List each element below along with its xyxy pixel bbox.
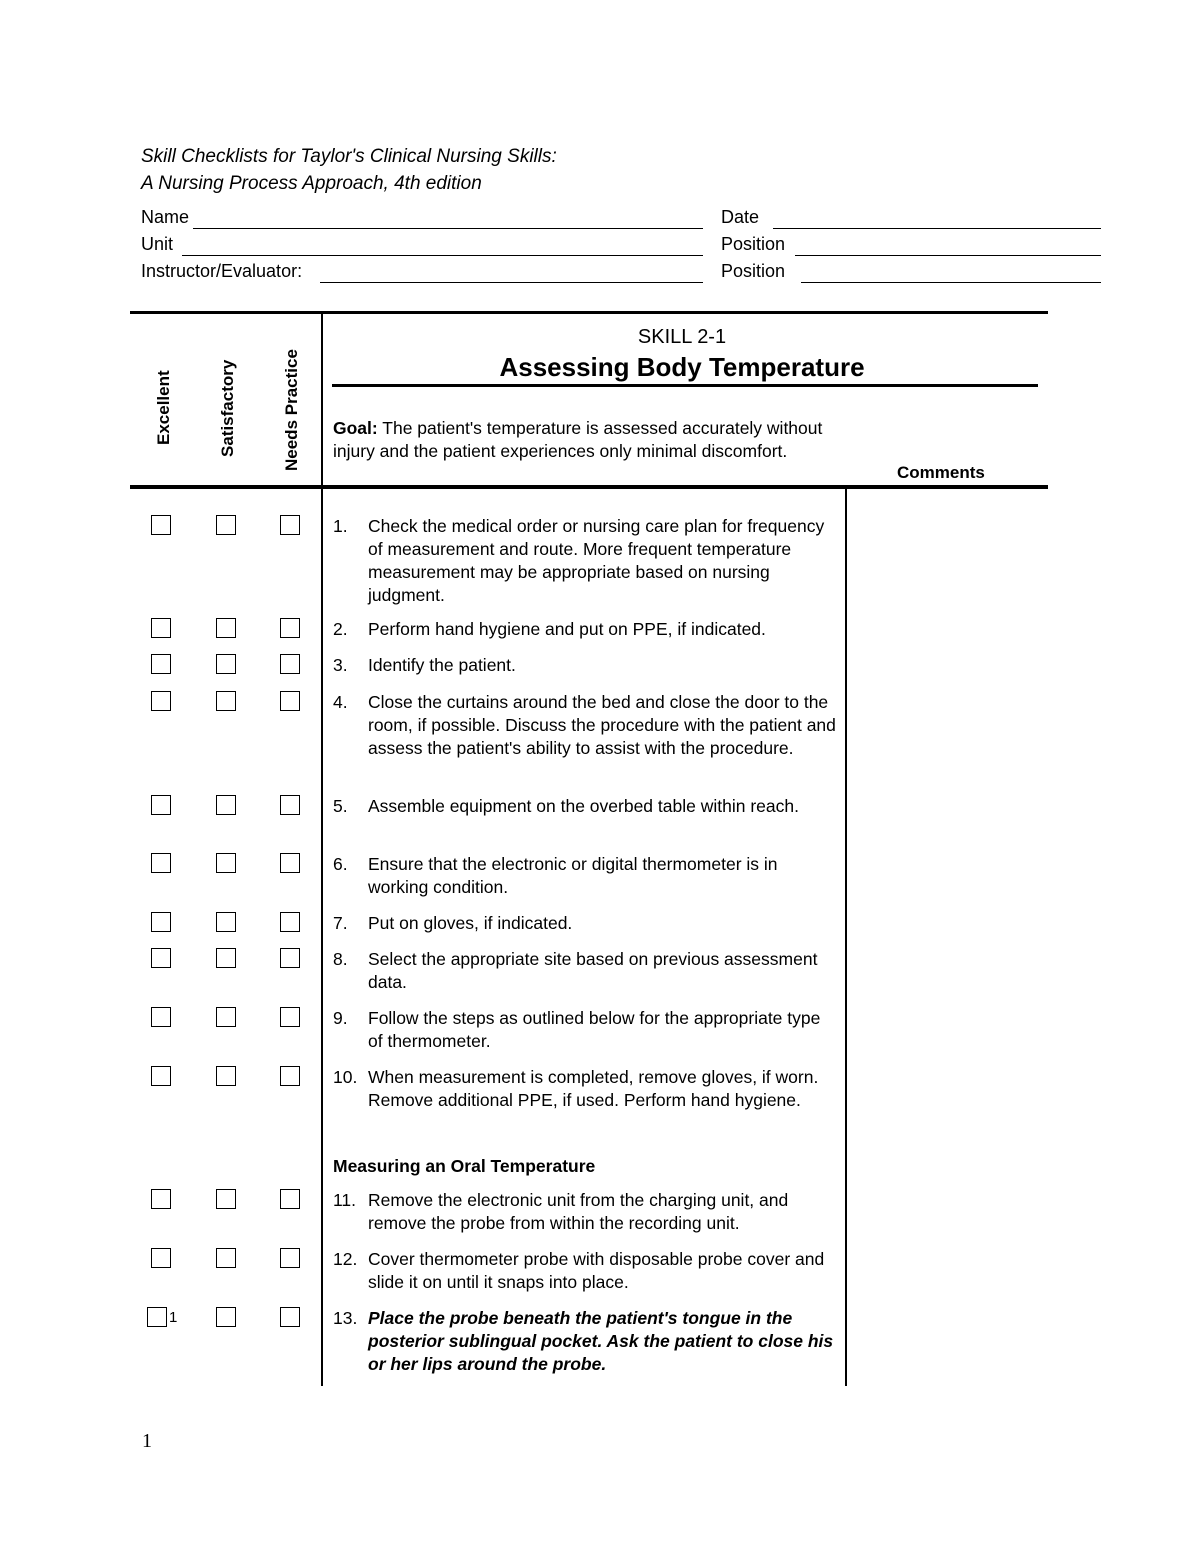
step-10: [333, 1066, 838, 1112]
checkbox-excellent-step-2[interactable]: [151, 618, 171, 638]
checkbox-needs-practice-step-10[interactable]: [280, 1066, 300, 1086]
step-5: [333, 795, 838, 818]
checkbox-satisfactory-step-6[interactable]: [216, 853, 236, 873]
table-divider-comments: [845, 489, 847, 1386]
step-number: 11.: [333, 1190, 357, 1210]
step-text: Check the medical order or nursing care plan for frequency of measurement and route. More frequent temperature measurement may be appropriate based on nursing judgment.: [368, 516, 825, 605]
checkbox-needs-practice-step-7[interactable]: [280, 912, 300, 932]
checkbox-satisfactory-step-1[interactable]: [216, 515, 236, 535]
instructor-label: Instructor/Evaluator:: [141, 261, 303, 281]
step-number: 9.: [333, 1008, 348, 1028]
step-12: [333, 1248, 838, 1294]
step-text: Perform hand hygiene and put on PPE, if indicated.: [368, 619, 766, 639]
goal: [333, 417, 833, 463]
step-number: 3.: [333, 655, 348, 675]
step-8: [333, 948, 838, 994]
step-4: [333, 691, 838, 760]
unit-field[interactable]: [182, 255, 703, 256]
title-underline: [332, 384, 1038, 387]
checkbox-satisfactory-step-5[interactable]: [216, 795, 236, 815]
step-number: 13.: [333, 1308, 358, 1328]
book-title-line2: A Nursing Process Approach, 4th edition: [141, 173, 482, 194]
goal-label: Goal:: [333, 418, 378, 438]
checkbox-needs-practice-step-5[interactable]: [280, 795, 300, 815]
checkbox-needs-practice-step-12[interactable]: [280, 1248, 300, 1268]
page-number: 1: [142, 1430, 152, 1452]
step-number: 12.: [333, 1249, 358, 1269]
table-header-rule: [130, 485, 1048, 489]
checkbox-needs-practice-step-6[interactable]: [280, 853, 300, 873]
step-text: Remove the electronic unit from the charging unit, and remove the probe from within the recording unit.: [368, 1190, 789, 1233]
checkbox-satisfactory-step-9[interactable]: [216, 1007, 236, 1027]
name-field[interactable]: [193, 228, 703, 229]
position2-field[interactable]: [801, 282, 1101, 283]
goal-text: The patient's temperature is assessed accurately without injury and the patient experiences only minimal discomfort.: [333, 418, 823, 461]
step-6: [333, 853, 838, 899]
checkbox-needs-practice-step-3[interactable]: [280, 654, 300, 674]
position2-label: Position: [721, 261, 786, 281]
step-text: Ensure that the electronic or digital thermometer is in working condition.: [368, 854, 778, 897]
skill-title: Assessing Body Temperature: [499, 352, 865, 382]
step-number: 5.: [333, 796, 348, 816]
checkbox-excellent-step-5[interactable]: [151, 795, 171, 815]
checkbox-excellent-step-1[interactable]: [151, 515, 171, 535]
comments-header: Comments: [897, 463, 985, 482]
step-13: [333, 1307, 838, 1376]
checkbox-satisfactory-step-10[interactable]: [216, 1066, 236, 1086]
column-excellent: Excellent: [154, 370, 173, 445]
checkbox-excellent-step-10[interactable]: [151, 1066, 171, 1086]
checkbox-needs-practice-step-1[interactable]: [280, 515, 300, 535]
instructor-field[interactable]: [320, 282, 703, 283]
step-number: 8.: [333, 949, 348, 969]
checkbox-excellent-step-8[interactable]: [151, 948, 171, 968]
column-needs-practice: Needs Practice: [282, 349, 301, 471]
step-number: 2.: [333, 619, 348, 639]
name-label: Name: [141, 207, 190, 227]
date-field[interactable]: [773, 228, 1101, 229]
step-number: 7.: [333, 913, 348, 933]
step-text: Identify the patient.: [368, 655, 516, 675]
table-divider-left: [321, 314, 323, 1386]
table-top-rule: [130, 311, 1048, 314]
checkbox-excellent-step-9[interactable]: [151, 1007, 171, 1027]
step-3: [333, 654, 838, 677]
step-number: 6.: [333, 854, 348, 874]
checkbox-satisfactory-step-3[interactable]: [216, 654, 236, 674]
checkbox-excellent-step-4[interactable]: [151, 691, 171, 711]
book-title: [141, 143, 557, 197]
position-label: Position: [721, 234, 786, 254]
checkbox-excellent-step-11[interactable]: [151, 1189, 171, 1209]
date-label: Date: [721, 207, 760, 227]
step-2: [333, 618, 838, 641]
skill-number: SKILL 2-1: [637, 326, 727, 348]
checkbox-needs-practice-step-4[interactable]: [280, 691, 300, 711]
step-text: Select the appropriate site based on previous assessment data.: [368, 949, 818, 992]
checkbox-satisfactory-step-11[interactable]: [216, 1189, 236, 1209]
unit-label: Unit: [141, 234, 174, 254]
book-title-line1: Skill Checklists for Taylor's Clinical Nursing Skills:: [141, 146, 557, 167]
step-text: Follow the steps as outlined below for the appropriate type of thermometer.: [368, 1008, 821, 1051]
checkbox-footnote-marker: 1: [169, 1309, 178, 1326]
step-7: [333, 912, 838, 935]
column-satisfactory: Satisfactory: [218, 359, 237, 457]
checkbox-needs-practice-step-9[interactable]: [280, 1007, 300, 1027]
step-text: Close the curtains around the bed and close the door to the room, if possible. Discuss the procedure with the patient and assess the patient's ability to assist with the procedure.: [368, 692, 836, 758]
checkbox-needs-practice-step-8[interactable]: [280, 948, 300, 968]
position-field[interactable]: [795, 255, 1101, 256]
checkbox-needs-practice-step-11[interactable]: [280, 1189, 300, 1209]
step-number: 4.: [333, 692, 348, 712]
checkbox-excellent-step-7[interactable]: [151, 912, 171, 932]
step-text: Put on gloves, if indicated.: [368, 913, 573, 933]
checkbox-excellent-step-6[interactable]: [151, 853, 171, 873]
checkbox-satisfactory-step-12[interactable]: [216, 1248, 236, 1268]
checkbox-needs-practice-step-2[interactable]: [280, 618, 300, 638]
step-text: When measurement is completed, remove gloves, if worn. Remove additional PPE, if used. Perform hand hygiene.: [368, 1067, 819, 1110]
step-text: Assemble equipment on the overbed table within reach.: [368, 796, 799, 816]
step-text: Place the probe beneath the patient's tongue in the posterior sublingual pocket. Ask the patient to close his or her lips around the probe.: [368, 1308, 834, 1374]
checkbox-satisfactory-step-8[interactable]: [216, 948, 236, 968]
checkbox-satisfactory-step-13[interactable]: [216, 1307, 236, 1327]
checkbox-satisfactory-step-7[interactable]: [216, 912, 236, 932]
checkbox-satisfactory-step-4[interactable]: [216, 691, 236, 711]
checkbox-needs-practice-step-13[interactable]: [280, 1307, 300, 1327]
step-11: [333, 1189, 838, 1235]
step-1: [333, 515, 838, 607]
checkbox-excellent-step-12[interactable]: [151, 1248, 171, 1268]
checkbox-excellent-step-13[interactable]: [147, 1307, 167, 1327]
step-text: Cover thermometer probe with disposable probe cover and slide it on until it snaps into place.: [368, 1249, 825, 1292]
subheading-oral: Measuring an Oral Temperature: [333, 1156, 596, 1176]
checkbox-satisfactory-step-2[interactable]: [216, 618, 236, 638]
step-9: [333, 1007, 838, 1053]
step-number: 1.: [333, 516, 348, 536]
checkbox-excellent-step-3[interactable]: [151, 654, 171, 674]
step-number: 10.: [333, 1067, 358, 1087]
